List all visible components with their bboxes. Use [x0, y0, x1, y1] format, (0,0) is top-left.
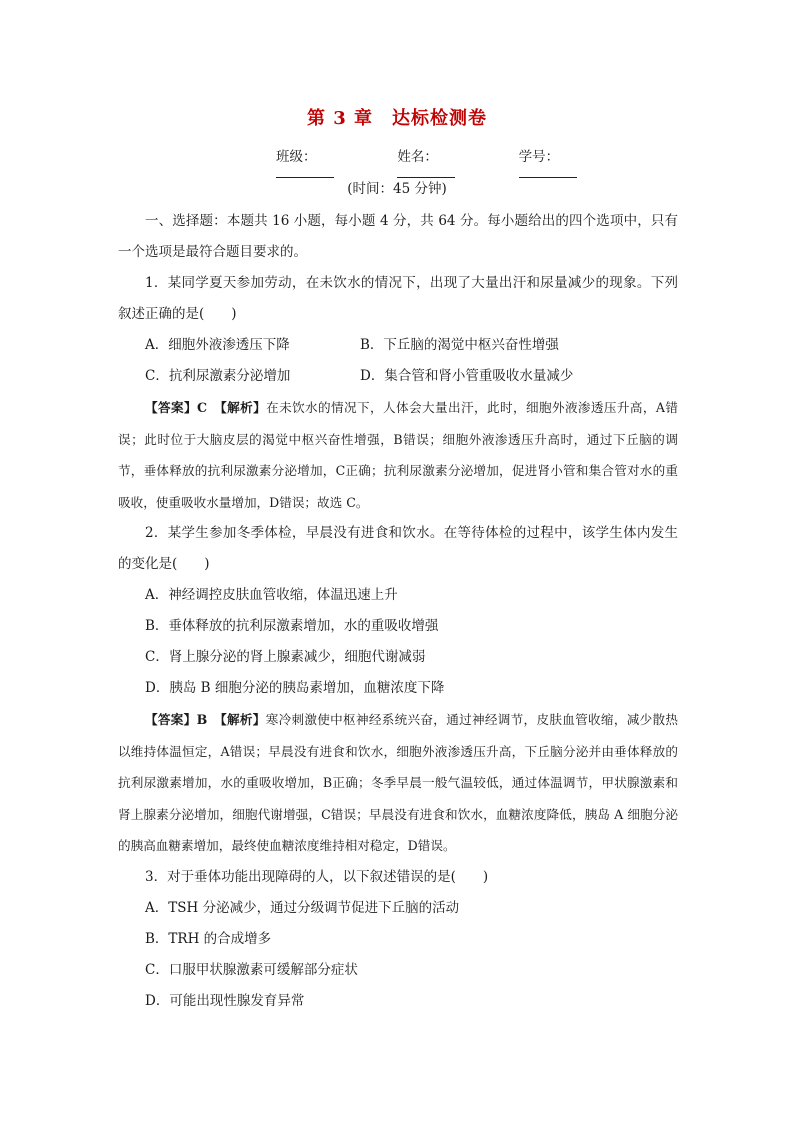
question-2-option-a: A．神经调控皮肤血管收缩，体温迅速上升	[145, 587, 398, 603]
question-3-option-d: D．可能出现性腺发育异常	[145, 992, 305, 1009]
question-3-option-a: A．TSH 分泌减少，通过分级调节促进下丘脑的活动	[145, 899, 460, 916]
question-1-answer-text: 在未饮水的情况下，人体会大量出汗，此时，细胞外液渗透压升高，A错误；此时位于大脑皮层的渴觉中枢兴奋性增强，B错误；细胞外液渗透压升高时，通过下丘脑的调节，垂体释放的抗利尿激素分泌增加，C正确；抗利尿激素分泌增加，促进肾小管和集合管对水的重吸收，使重吸收水量增加，D错误；故选 C。	[118, 400, 678, 510]
student-id-label: 学号：	[518, 149, 560, 165]
question-1-option-d: D．集合管和肾小管重吸收水量减少	[360, 368, 574, 384]
question-2-option-d: D．胰岛 B 细胞分泌的胰岛素增加，血糖浓度下降	[145, 680, 445, 696]
class-label: 班级：	[276, 149, 317, 165]
time-limit-note: (时间：45 分钟)	[347, 181, 447, 197]
question-1-option-c: C．抗利尿激素分泌增加	[145, 368, 291, 384]
question-2-answer	[118, 704, 678, 862]
question-2-answer-text: 寒冷刺激使中枢神经系统兴奋，通过神经调节，皮肤血管收缩，减少散热以维持体温恒定，A错误；早晨没有进食和饮水，细胞外液渗透压升高，下丘脑分泌并由垂体释放的抗利尿激素增加，水的重吸收增加，B正确；冬季早晨一般气温较低，通过体温调节，甲状腺激素和肾上腺素分泌增加，细胞代谢增强，C错误；早晨没有进食和饮水，血糖浓度降低，胰岛 A 细胞分泌的胰高血糖素增加，最终使血糖浓度维持相对稳定，D错误。	[118, 712, 678, 853]
question-3-option-c: C．口服甲状腺激素可缓解部分症状	[145, 961, 358, 978]
question-3-option-b: B．TRH 的合成增多	[145, 930, 272, 947]
question-1-options-row-2	[118, 361, 678, 392]
exam-content	[118, 206, 678, 1017]
question-3-stem: 3．对于垂体功能出现障碍的人，以下叙述错误的是( )	[145, 868, 489, 885]
question-1-stem: 1．某同学夏天参加劳动，在未饮水的情况下，出现了大量出汗和尿量减少的现象。下列叙述正确的是( )	[118, 275, 678, 322]
question-1-answer	[118, 392, 678, 518]
chapter-title: 第 3 章 达标检测卷	[306, 108, 488, 129]
question-2-stem: 2．某学生参加冬季体检，早晨没有进食和饮水。在等待体检的过程中，该学生体内发生的变化是( )	[118, 525, 678, 572]
question-1-option-b: B．下丘脑的渴觉中枢兴奋性增强	[360, 337, 559, 353]
question-1-answer-label: 【答案】C 【解析】	[145, 400, 267, 415]
name-label: 姓名：	[397, 149, 438, 165]
section-header: 一、选择题：本题共 16 小题，每小题 4 分，共 64 分。每小题给出的四个选项中，只有一个选项是最符合题目要求的。	[118, 213, 678, 260]
question-1-options-row-1	[118, 330, 678, 361]
question-1-option-a: A．细胞外液渗透压下降	[145, 337, 290, 353]
question-2-answer-label: 【答案】B 【解析】	[145, 712, 266, 727]
question-2-option-c: C．肾上腺分泌的肾上腺素减少，细胞代谢减弱	[145, 649, 426, 665]
question-2-option-b: B．垂体释放的抗利尿激素增加，水的重吸收增强	[145, 618, 439, 634]
